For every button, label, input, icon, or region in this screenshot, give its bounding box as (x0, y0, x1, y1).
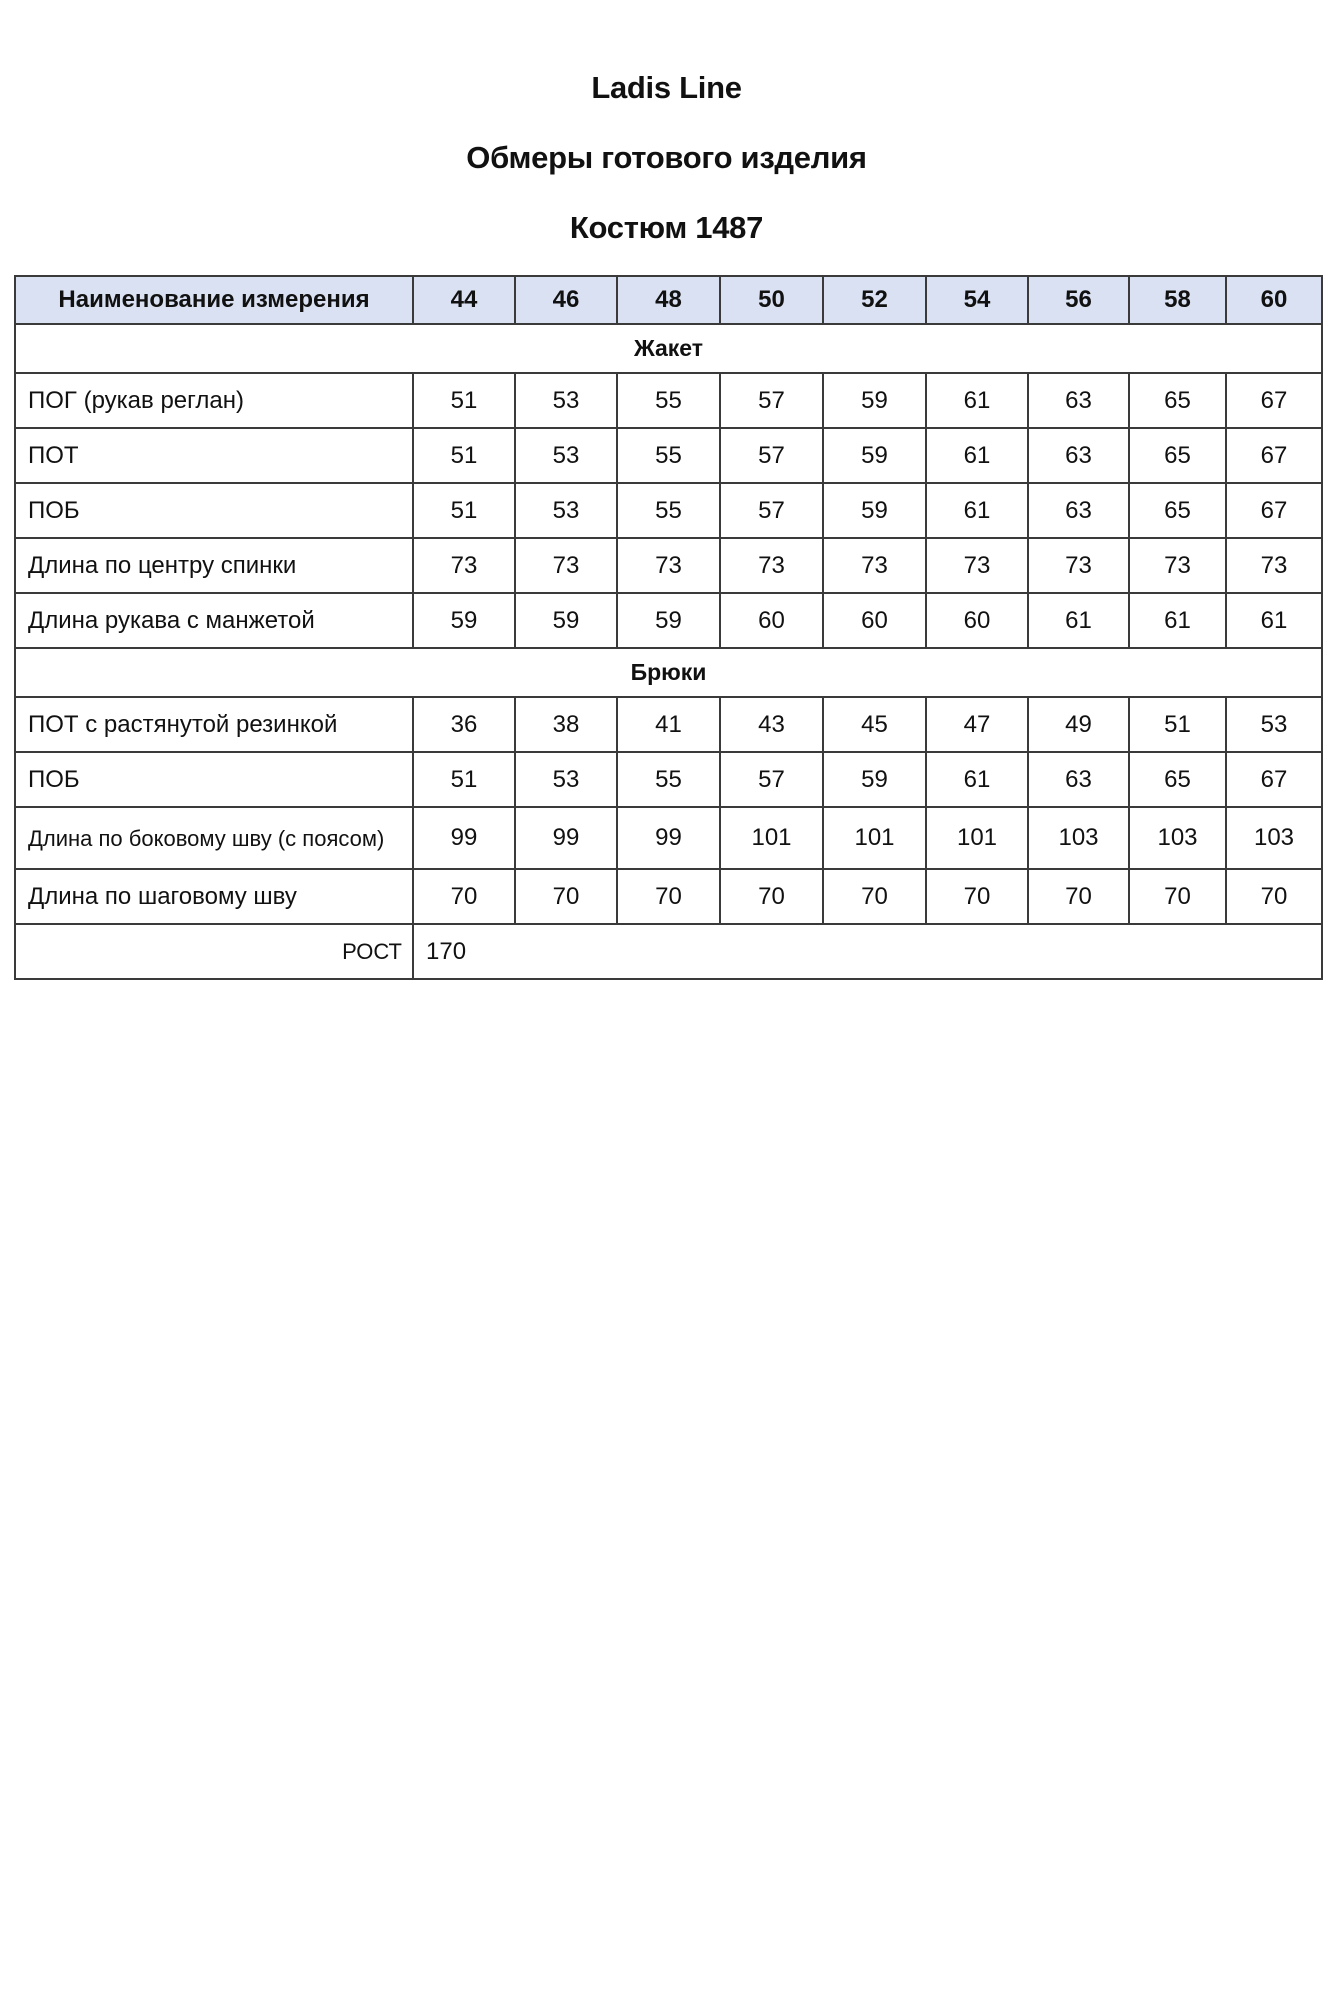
measurement-value: 73 (617, 538, 720, 593)
measurement-value: 99 (515, 807, 617, 869)
table-row (15, 807, 1322, 869)
measurement-value: 103 (1226, 807, 1322, 869)
measurement-value: 59 (823, 483, 926, 538)
measurement-value: 45 (823, 697, 926, 752)
measurement-value: 41 (617, 697, 720, 752)
measurement-value: 59 (515, 593, 617, 648)
measurement-value: 73 (720, 538, 823, 593)
measurement-value: 55 (617, 373, 720, 428)
measurement-value: 61 (1226, 593, 1322, 648)
measurement-value: 61 (1028, 593, 1129, 648)
measurement-value: 59 (413, 593, 515, 648)
column-header-size: 58 (1129, 276, 1226, 324)
table-header-row (15, 276, 1322, 324)
table-row (15, 538, 1322, 593)
measurement-value: 60 (720, 593, 823, 648)
height-value: 170 (413, 924, 1322, 979)
measurement-label: Длина по центру спинки (15, 538, 413, 593)
table-row (15, 869, 1322, 924)
measurement-value: 57 (720, 483, 823, 538)
measurement-value: 51 (413, 752, 515, 807)
measurement-value: 53 (1226, 697, 1322, 752)
measurement-value: 70 (823, 869, 926, 924)
measurement-value: 65 (1129, 483, 1226, 538)
measurement-value: 99 (617, 807, 720, 869)
measurement-value: 38 (515, 697, 617, 752)
column-header-size: 48 (617, 276, 720, 324)
table-row (15, 752, 1322, 807)
measurement-value: 103 (1028, 807, 1129, 869)
measurement-label: ПОГ (рукав реглан) (15, 373, 413, 428)
measurement-value: 59 (617, 593, 720, 648)
section-title: Жакет (15, 324, 1322, 373)
measurement-value: 57 (720, 373, 823, 428)
column-header-size: 44 (413, 276, 515, 324)
measurement-value: 53 (515, 428, 617, 483)
measurement-value: 63 (1028, 428, 1129, 483)
measurement-value: 70 (1028, 869, 1129, 924)
measurement-value: 63 (1028, 373, 1129, 428)
measurement-value: 43 (720, 697, 823, 752)
measurement-value: 70 (617, 869, 720, 924)
measurement-value: 63 (1028, 752, 1129, 807)
column-header-size: 56 (1028, 276, 1129, 324)
measurement-value: 65 (1129, 373, 1226, 428)
measurement-value: 67 (1226, 483, 1322, 538)
measurement-value: 73 (926, 538, 1028, 593)
section-header-row (15, 648, 1322, 697)
section-header-row (15, 324, 1322, 373)
document-subtitle: Обмеры готового изделия (466, 140, 867, 175)
table-row (15, 373, 1322, 428)
measurement-value: 73 (515, 538, 617, 593)
measurement-label: ПОБ (15, 752, 413, 807)
measurement-label: Длина по шаговому шву (15, 869, 413, 924)
measurement-value: 63 (1028, 483, 1129, 538)
measurement-value: 59 (823, 752, 926, 807)
measurement-label: Длина по боковому шву (с поясом) (15, 807, 413, 869)
measurement-value: 57 (720, 752, 823, 807)
table-body (15, 324, 1322, 979)
section-title: Брюки (15, 648, 1322, 697)
measurement-label: ПОТ с растянутой резинкой (15, 697, 413, 752)
measurement-value: 73 (1129, 538, 1226, 593)
column-header-size: 50 (720, 276, 823, 324)
measurement-value: 59 (823, 428, 926, 483)
measurement-value: 51 (413, 373, 515, 428)
table-row (15, 593, 1322, 648)
measurement-value: 61 (926, 373, 1028, 428)
measurement-value: 73 (823, 538, 926, 593)
measurement-value: 57 (720, 428, 823, 483)
measurement-value: 51 (1129, 697, 1226, 752)
measurement-value: 70 (926, 869, 1028, 924)
measurement-value: 99 (413, 807, 515, 869)
measurement-value: 53 (515, 373, 617, 428)
column-header-size: 54 (926, 276, 1028, 324)
measurement-value: 73 (413, 538, 515, 593)
column-header-size: 46 (515, 276, 617, 324)
measurement-value: 60 (926, 593, 1028, 648)
measurement-value: 65 (1129, 428, 1226, 483)
measurement-value: 67 (1226, 373, 1322, 428)
measurement-value: 61 (1129, 593, 1226, 648)
measurement-value: 73 (1226, 538, 1322, 593)
brand-title: Ladis Line (591, 70, 742, 105)
product-title: Костюм 1487 (569, 210, 764, 245)
measurement-value: 70 (413, 869, 515, 924)
column-header-size: 60 (1226, 276, 1322, 324)
measurement-value: 55 (617, 428, 720, 483)
table-row (15, 428, 1322, 483)
measurement-value: 55 (617, 752, 720, 807)
measurement-value: 101 (720, 807, 823, 869)
measurement-value: 47 (926, 697, 1028, 752)
measurement-label: ПОТ (15, 428, 413, 483)
column-header-size: 52 (823, 276, 926, 324)
measurement-value: 55 (617, 483, 720, 538)
column-header-measurement-name: Наименование измерения (15, 276, 413, 324)
height-label: РОСТ (15, 924, 413, 979)
measurement-value: 101 (926, 807, 1028, 869)
measurement-value: 61 (926, 428, 1028, 483)
measurement-value: 103 (1129, 807, 1226, 869)
measurement-value: 70 (720, 869, 823, 924)
measurement-value: 101 (823, 807, 926, 869)
measurement-value: 60 (823, 593, 926, 648)
measurement-value: 61 (926, 752, 1028, 807)
measurement-value: 67 (1226, 752, 1322, 807)
measurement-value: 65 (1129, 752, 1226, 807)
measurement-value: 51 (413, 428, 515, 483)
measurement-value: 67 (1226, 428, 1322, 483)
measurement-value: 73 (1028, 538, 1129, 593)
measurement-value: 70 (1129, 869, 1226, 924)
measurement-value: 36 (413, 697, 515, 752)
measurement-value: 49 (1028, 697, 1129, 752)
measurement-label: ПОБ (15, 483, 413, 538)
height-row (15, 924, 1322, 979)
measurement-value: 70 (515, 869, 617, 924)
table-row (15, 483, 1322, 538)
measurement-value: 53 (515, 752, 617, 807)
measurement-value: 70 (1226, 869, 1322, 924)
measurement-value: 51 (413, 483, 515, 538)
measurement-value: 61 (926, 483, 1028, 538)
table-row (15, 697, 1322, 752)
measurement-value: 59 (823, 373, 926, 428)
measurement-label: Длина рукава с манжетой (15, 593, 413, 648)
measurements-table (14, 275, 1323, 980)
measurement-value: 53 (515, 483, 617, 538)
